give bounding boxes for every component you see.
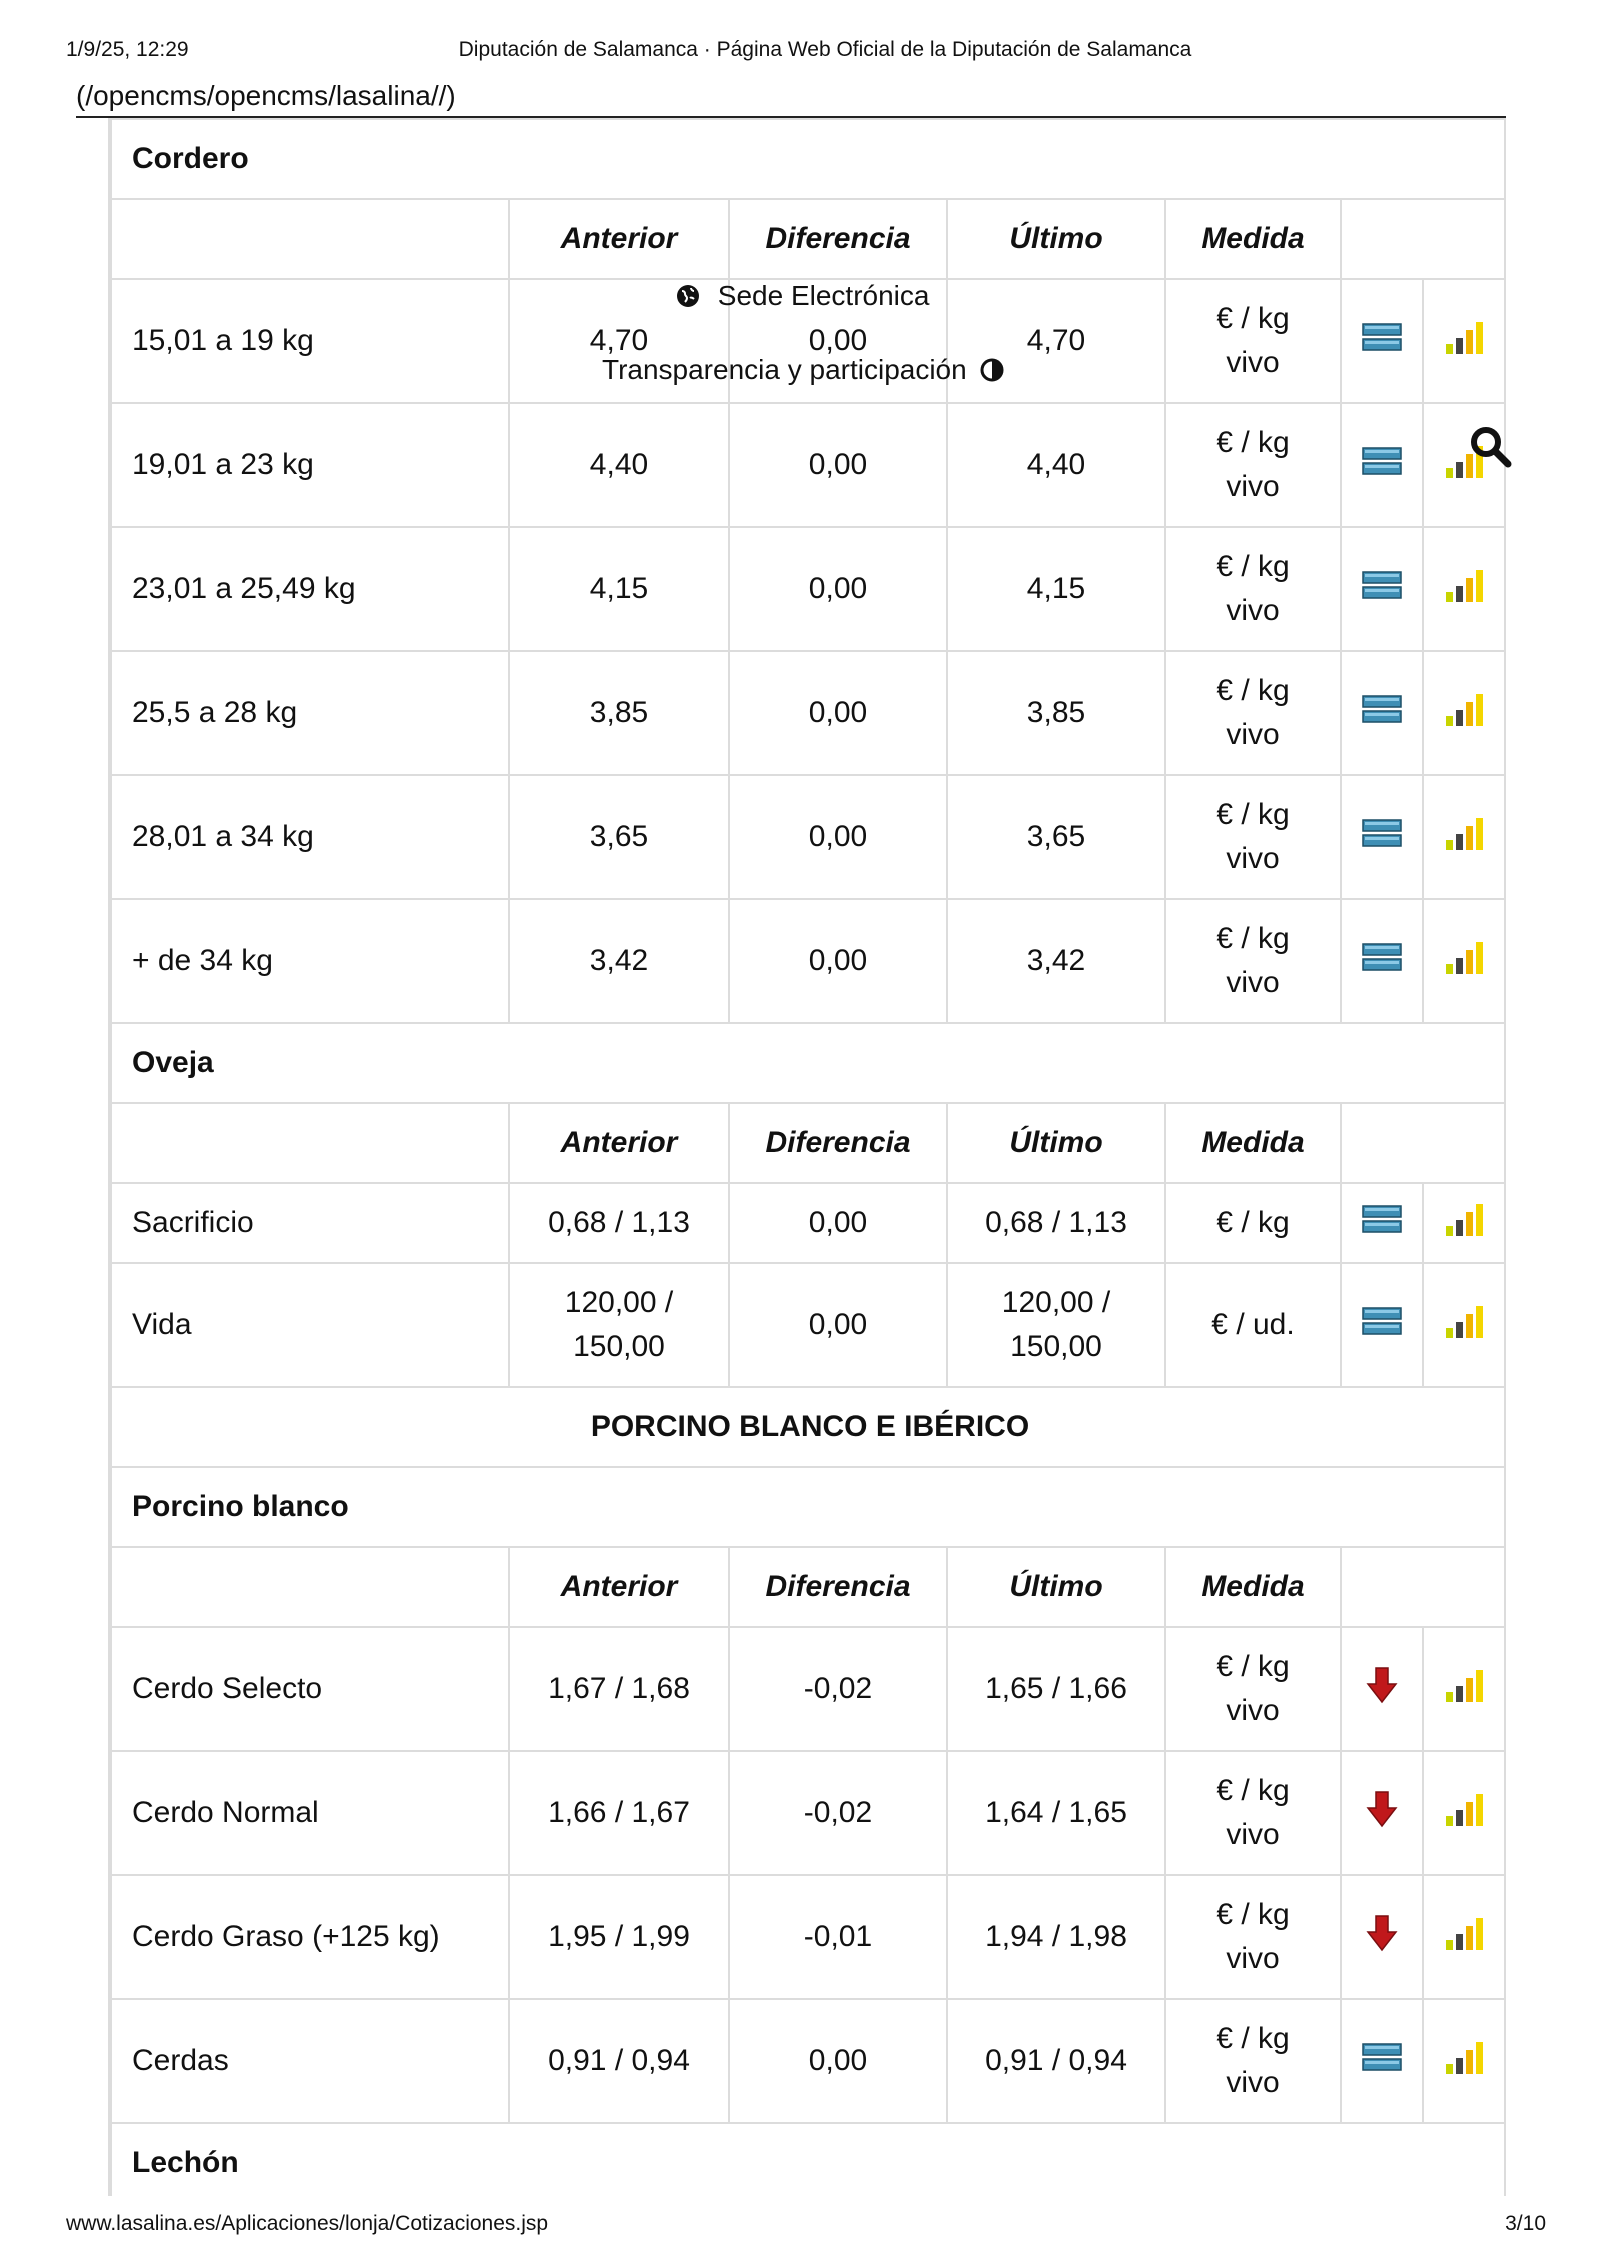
diferencia-cell bbox=[729, 1183, 947, 1263]
product-name: Cerdo Normal bbox=[132, 1796, 319, 1829]
product-name: Sacrificio bbox=[132, 1206, 254, 1239]
product-name-cell bbox=[111, 1751, 509, 1875]
trend-down-icon bbox=[1366, 1678, 1398, 1711]
ultimo-value: 4,40 bbox=[1026, 448, 1086, 481]
section-porcino-blanco-row bbox=[111, 1467, 1506, 1547]
medida-value-line-2: vivo bbox=[1226, 470, 1280, 503]
medida-value-line-2: vivo bbox=[1226, 842, 1280, 875]
table-row bbox=[111, 1183, 1506, 1263]
diferencia-value: 0,00 bbox=[808, 572, 868, 605]
trend-cell bbox=[1341, 1627, 1423, 1751]
ultimo-value: 4,15 bbox=[1026, 572, 1086, 605]
medida-value-line-2: vivo bbox=[1226, 594, 1280, 627]
ultimo-value bbox=[947, 1183, 1165, 1263]
ultimo-value-line-2: 150,00 bbox=[1010, 1330, 1102, 1363]
chart-icon[interactable] bbox=[1444, 577, 1488, 610]
ultimo-value: 3,42 bbox=[1026, 944, 1086, 977]
ultimo-cell bbox=[947, 1875, 1165, 1999]
chart-icon[interactable] bbox=[1444, 1801, 1488, 1834]
product-name: Cerdo Graso (+125 kg) bbox=[132, 1920, 440, 1953]
diferencia-value: 0,00 bbox=[808, 2044, 868, 2077]
transparencia-label: Transparencia y participación bbox=[602, 354, 967, 385]
product-name-cell bbox=[111, 1627, 509, 1751]
diferencia-value: -0,01 bbox=[803, 1920, 873, 1953]
anterior-value-line-1: 0,68 / 1,13 bbox=[548, 1206, 690, 1239]
product-name-cell bbox=[111, 279, 509, 403]
col-anterior-header bbox=[509, 1547, 729, 1627]
col-ultimo-header bbox=[947, 199, 1165, 279]
trend-cell bbox=[1341, 651, 1423, 775]
section-cordero-row bbox=[111, 119, 1506, 199]
medida-value-line-2: vivo bbox=[1226, 2066, 1280, 2099]
medida-value bbox=[1165, 527, 1341, 651]
trend-cell bbox=[1341, 527, 1423, 651]
group-porcino-row bbox=[111, 1387, 1506, 1467]
trend-cell bbox=[1341, 899, 1423, 1023]
col-medida-label: Medida bbox=[1201, 1570, 1305, 1603]
col-diferencia-header bbox=[729, 1103, 947, 1183]
trend-equal-icon bbox=[1362, 2045, 1402, 2078]
group-porcino-title: PORCINO BLANCO E IBÉRICO bbox=[590, 1410, 1030, 1443]
section-lechon-cell bbox=[111, 2123, 1506, 2196]
product-name-cell bbox=[111, 1999, 509, 2123]
chart-icon[interactable] bbox=[1444, 1313, 1488, 1346]
trend-equal-icon bbox=[1362, 325, 1402, 358]
sede-electronica-link[interactable] bbox=[676, 280, 929, 315]
header-empty-cell bbox=[111, 1103, 509, 1183]
chart-icon[interactable] bbox=[1444, 701, 1488, 734]
diferencia-cell bbox=[729, 1263, 947, 1387]
medida-cell bbox=[1165, 1183, 1341, 1263]
ultimo-value: 1,65 / 1,66 bbox=[985, 1672, 1127, 1705]
trend-equal-icon bbox=[1362, 1207, 1402, 1240]
medida-value bbox=[1165, 403, 1341, 527]
medida-value-line-1: € / kg bbox=[1216, 1650, 1290, 1683]
medida-value bbox=[1165, 1627, 1341, 1751]
medida-value-line-1: € / kg bbox=[1216, 2022, 1290, 2055]
medida-value-line-1: € / kg bbox=[1216, 302, 1290, 335]
product-name: Vida bbox=[132, 1308, 192, 1341]
cordero-header-row bbox=[111, 199, 1506, 279]
trend-equal-icon bbox=[1362, 1309, 1402, 1342]
ultimo-cell bbox=[947, 1999, 1165, 2123]
ultimo-cell bbox=[947, 775, 1165, 899]
trend-cell bbox=[1341, 1183, 1423, 1263]
chart-cell[interactable] bbox=[1423, 1183, 1506, 1263]
chart-cell[interactable] bbox=[1423, 651, 1506, 775]
ultimo-cell bbox=[947, 651, 1165, 775]
ultimo-value: 3,85 bbox=[1026, 696, 1086, 729]
col-medida-header bbox=[1165, 199, 1341, 279]
anterior-value: 0,91 / 0,94 bbox=[548, 2044, 690, 2077]
col-diferencia-label: Diferencia bbox=[765, 1126, 911, 1159]
col-ultimo-header bbox=[947, 1103, 1165, 1183]
product-name: Cerdas bbox=[132, 2044, 229, 2077]
diferencia-cell bbox=[729, 403, 947, 527]
trend-equal-icon bbox=[1362, 821, 1402, 854]
col-ultimo-label: Último bbox=[1009, 1126, 1103, 1159]
diferencia-cell bbox=[729, 1875, 947, 1999]
medida-value bbox=[1165, 1999, 1341, 2123]
product-name-cell bbox=[111, 1875, 509, 1999]
medida-value bbox=[1165, 279, 1341, 403]
diferencia-cell bbox=[729, 651, 947, 775]
anterior-value: 4,70 bbox=[589, 324, 649, 357]
ultimo-value: 3,65 bbox=[1026, 820, 1086, 853]
header-icons-cell bbox=[1341, 1103, 1506, 1183]
anterior-value: 3,42 bbox=[589, 944, 649, 977]
medida-value bbox=[1165, 775, 1341, 899]
header-empty-cell bbox=[111, 1547, 509, 1627]
chart-cell[interactable] bbox=[1423, 1751, 1506, 1875]
diferencia-cell bbox=[729, 1999, 947, 2123]
diferencia-value: 0,00 bbox=[808, 820, 868, 853]
product-name: Cerdo Selecto bbox=[132, 1672, 323, 1705]
product-name: 19,01 a 23 kg bbox=[132, 448, 314, 481]
product-name-cell bbox=[111, 1263, 509, 1387]
anterior-cell bbox=[509, 403, 729, 527]
print-page-title: Diputación de Salamanca · Página Web Oficial de la Diputación de Salamanca bbox=[458, 38, 1192, 61]
trend-equal-icon bbox=[1362, 449, 1402, 482]
trend-cell bbox=[1341, 1999, 1423, 2123]
medida-value bbox=[1165, 1875, 1341, 1999]
ultimo-value: 1,94 / 1,98 bbox=[985, 1920, 1127, 1953]
chart-cell[interactable] bbox=[1423, 1999, 1506, 2123]
diferencia-cell bbox=[729, 1627, 947, 1751]
globe-icon bbox=[676, 283, 700, 315]
ultimo-cell bbox=[947, 1751, 1165, 1875]
anterior-value: 1,66 / 1,67 bbox=[548, 1796, 690, 1829]
product-name: 25,5 a 28 kg bbox=[132, 696, 298, 729]
anterior-value: 3,85 bbox=[589, 696, 649, 729]
ultimo-value: 4,70 bbox=[1026, 324, 1086, 357]
section-cordero: Cordero bbox=[132, 142, 249, 175]
table-row bbox=[111, 899, 1506, 1023]
col-medida-header bbox=[1165, 1547, 1341, 1627]
table-row bbox=[111, 403, 1506, 527]
table-row bbox=[111, 527, 1506, 651]
section-oveja-cell bbox=[111, 1023, 1506, 1103]
product-name-cell bbox=[111, 1183, 509, 1263]
trend-down-icon bbox=[1366, 1926, 1398, 1959]
anterior-cell bbox=[509, 775, 729, 899]
anterior-cell bbox=[509, 899, 729, 1023]
trend-cell bbox=[1341, 1751, 1423, 1875]
table-row bbox=[111, 775, 1506, 899]
medida-value-line-1: € / kg bbox=[1216, 1774, 1290, 1807]
header-icons-cell bbox=[1341, 1547, 1506, 1627]
anterior-value bbox=[509, 1263, 729, 1387]
medida-value-line-2: vivo bbox=[1226, 1694, 1280, 1727]
table-row bbox=[111, 1751, 1506, 1875]
table-row bbox=[111, 1627, 1506, 1751]
trend-equal-icon bbox=[1362, 945, 1402, 978]
trend-down-icon bbox=[1366, 1802, 1398, 1835]
section-oveja-row bbox=[111, 1023, 1506, 1103]
diferencia-cell bbox=[729, 775, 947, 899]
transparencia-link[interactable] bbox=[602, 354, 1004, 389]
medida-value bbox=[1165, 899, 1341, 1023]
medida-value-line-1: € / kg bbox=[1216, 426, 1290, 459]
trend-cell bbox=[1341, 1875, 1423, 1999]
medida-value bbox=[1165, 1751, 1341, 1875]
anterior-value-line-2: 150,00 bbox=[573, 1330, 665, 1363]
ultimo-value: 0,91 / 0,94 bbox=[985, 2044, 1127, 2077]
anterior-cell bbox=[509, 1875, 729, 1999]
section-porcino-blanco: Porcino blanco bbox=[132, 1490, 349, 1523]
product-name-cell bbox=[111, 899, 509, 1023]
product-name-cell bbox=[111, 527, 509, 651]
print-header bbox=[0, 38, 1600, 68]
diferencia-value: -0,02 bbox=[803, 1796, 873, 1829]
anterior-value-line-1: 120,00 / bbox=[564, 1286, 674, 1319]
medida-value-line-2: vivo bbox=[1226, 966, 1280, 999]
diferencia-value: 0,00 bbox=[808, 1206, 868, 1239]
diferencia-value: 0,00 bbox=[808, 1308, 868, 1341]
ultimo-value: 1,64 / 1,65 bbox=[985, 1796, 1127, 1829]
ultimo-value bbox=[947, 1263, 1165, 1387]
chart-icon[interactable] bbox=[1444, 1925, 1488, 1958]
diferencia-cell bbox=[729, 527, 947, 651]
col-ultimo-label: Último bbox=[1009, 222, 1103, 255]
medida-value-line-1: € / kg bbox=[1216, 922, 1290, 955]
cotizaciones-table bbox=[110, 118, 1506, 2196]
col-medida-label: Medida bbox=[1201, 222, 1305, 255]
col-diferencia-header bbox=[729, 199, 947, 279]
diferencia-value: 0,00 bbox=[808, 448, 868, 481]
medida-value-line-1: € / kg bbox=[1216, 550, 1290, 583]
medida-value-line-2: vivo bbox=[1226, 346, 1280, 379]
search-icon[interactable] bbox=[1468, 424, 1512, 473]
page-number: 3/10 bbox=[1505, 2212, 1546, 2235]
ultimo-cell bbox=[947, 1627, 1165, 1751]
cotizaciones-table-container bbox=[108, 118, 1506, 2196]
print-datetime: 1/9/25, 12:29 bbox=[66, 38, 189, 61]
table-row bbox=[111, 1263, 1506, 1387]
sede-electronica-label: Sede Electrónica bbox=[717, 280, 930, 311]
chart-icon[interactable] bbox=[1444, 949, 1488, 982]
chart-cell[interactable] bbox=[1423, 1627, 1506, 1751]
trend-equal-icon bbox=[1362, 697, 1402, 730]
diferencia-cell bbox=[729, 899, 947, 1023]
table-row bbox=[111, 1875, 1506, 1999]
anterior-value: 1,95 / 1,99 bbox=[548, 1920, 690, 1953]
medida-value: € / kg bbox=[1216, 1206, 1290, 1239]
diferencia-value: 0,00 bbox=[808, 324, 868, 357]
ultimo-cell bbox=[947, 403, 1165, 527]
header-empty-cell bbox=[111, 199, 509, 279]
anterior-value: 4,40 bbox=[589, 448, 649, 481]
chart-cell[interactable] bbox=[1423, 1875, 1506, 1999]
chart-cell[interactable] bbox=[1423, 775, 1506, 899]
col-diferencia-header bbox=[729, 1547, 947, 1627]
group-porcino-cell bbox=[111, 1387, 1506, 1467]
anterior-cell bbox=[509, 1627, 729, 1751]
ultimo-value-line-1: 0,68 / 1,13 bbox=[985, 1206, 1127, 1239]
ultimo-cell bbox=[947, 527, 1165, 651]
diferencia-value: 0,00 bbox=[808, 944, 868, 977]
section-cordero-cell bbox=[111, 119, 1506, 199]
footer-url: www.lasalina.es/Aplicaciones/lonja/Cotizaciones.jsp bbox=[66, 2212, 549, 2235]
diferencia-cell bbox=[729, 1751, 947, 1875]
col-anterior-label: Anterior bbox=[560, 222, 678, 255]
trend-cell bbox=[1341, 403, 1423, 527]
anterior-cell bbox=[509, 651, 729, 775]
home-link[interactable]: (/opencms/opencms/lasalina//) bbox=[76, 80, 456, 111]
anterior-value: 3,65 bbox=[589, 820, 649, 853]
section-lechon: Lechón bbox=[132, 2146, 239, 2179]
product-name-cell bbox=[111, 651, 509, 775]
table-row bbox=[111, 651, 1506, 775]
medida-value: € / ud. bbox=[1211, 1308, 1295, 1341]
col-anterior-label: Anterior bbox=[560, 1570, 678, 1603]
product-name: 23,01 a 25,49 kg bbox=[132, 572, 356, 605]
ultimo-value-line-1: 120,00 / bbox=[1001, 1286, 1111, 1319]
header-icons-cell bbox=[1341, 199, 1506, 279]
chart-cell[interactable] bbox=[1423, 899, 1506, 1023]
product-name: 28,01 a 34 kg bbox=[132, 820, 314, 853]
medida-value-line-2: vivo bbox=[1226, 1942, 1280, 1975]
anterior-cell bbox=[509, 527, 729, 651]
anterior-value: 4,15 bbox=[589, 572, 649, 605]
col-diferencia-label: Diferencia bbox=[765, 222, 911, 255]
trend-cell bbox=[1341, 279, 1423, 403]
diferencia-value: -0,02 bbox=[803, 1672, 873, 1705]
print-footer bbox=[66, 2212, 1546, 2236]
product-name-cell bbox=[111, 403, 509, 527]
trend-cell bbox=[1341, 1263, 1423, 1387]
contrast-icon[interactable] bbox=[980, 357, 1004, 389]
anterior-cell bbox=[509, 1751, 729, 1875]
medida-value-line-1: € / kg bbox=[1216, 1898, 1290, 1931]
col-ultimo-label: Último bbox=[1009, 1570, 1103, 1603]
section-lechon-row bbox=[111, 2123, 1506, 2196]
medida-value bbox=[1165, 651, 1341, 775]
medida-value-line-2: vivo bbox=[1226, 1818, 1280, 1851]
chart-cell[interactable] bbox=[1423, 279, 1506, 403]
ultimo-cell bbox=[947, 899, 1165, 1023]
chart-icon[interactable] bbox=[1444, 329, 1488, 362]
col-medida-header bbox=[1165, 1103, 1341, 1183]
chart-cell[interactable] bbox=[1423, 527, 1506, 651]
col-ultimo-header bbox=[947, 1547, 1165, 1627]
col-anterior-header bbox=[509, 1103, 729, 1183]
medida-value-line-1: € / kg bbox=[1216, 798, 1290, 831]
chart-icon[interactable] bbox=[1444, 1211, 1488, 1244]
col-anterior-label: Anterior bbox=[560, 1126, 678, 1159]
section-oveja: Oveja bbox=[132, 1046, 214, 1079]
product-name: + de 34 kg bbox=[132, 944, 273, 977]
product-name-cell bbox=[111, 775, 509, 899]
col-diferencia-label: Diferencia bbox=[765, 1570, 911, 1603]
chart-icon[interactable] bbox=[1444, 825, 1488, 858]
chart-icon[interactable] bbox=[1444, 1677, 1488, 1710]
product-name: 15,01 a 19 kg bbox=[132, 324, 314, 357]
anterior-cell bbox=[509, 1999, 729, 2123]
table-row bbox=[111, 1999, 1506, 2123]
trend-cell bbox=[1341, 775, 1423, 899]
anterior-value bbox=[509, 1183, 729, 1263]
anterior-value: 1,67 / 1,68 bbox=[548, 1672, 690, 1705]
chart-cell[interactable] bbox=[1423, 1263, 1506, 1387]
medida-value-line-1: € / kg bbox=[1216, 674, 1290, 707]
diferencia-value: 0,00 bbox=[808, 696, 868, 729]
trend-equal-icon bbox=[1362, 573, 1402, 606]
oveja-header-row bbox=[111, 1103, 1506, 1183]
section-porcino-blanco-cell bbox=[111, 1467, 1506, 1547]
col-anterior-header bbox=[509, 199, 729, 279]
medida-value-line-2: vivo bbox=[1226, 718, 1280, 751]
porcino-blanco-header-row bbox=[111, 1547, 1506, 1627]
medida-cell bbox=[1165, 1263, 1341, 1387]
col-medida-label: Medida bbox=[1201, 1126, 1305, 1159]
chart-icon[interactable] bbox=[1444, 2049, 1488, 2082]
